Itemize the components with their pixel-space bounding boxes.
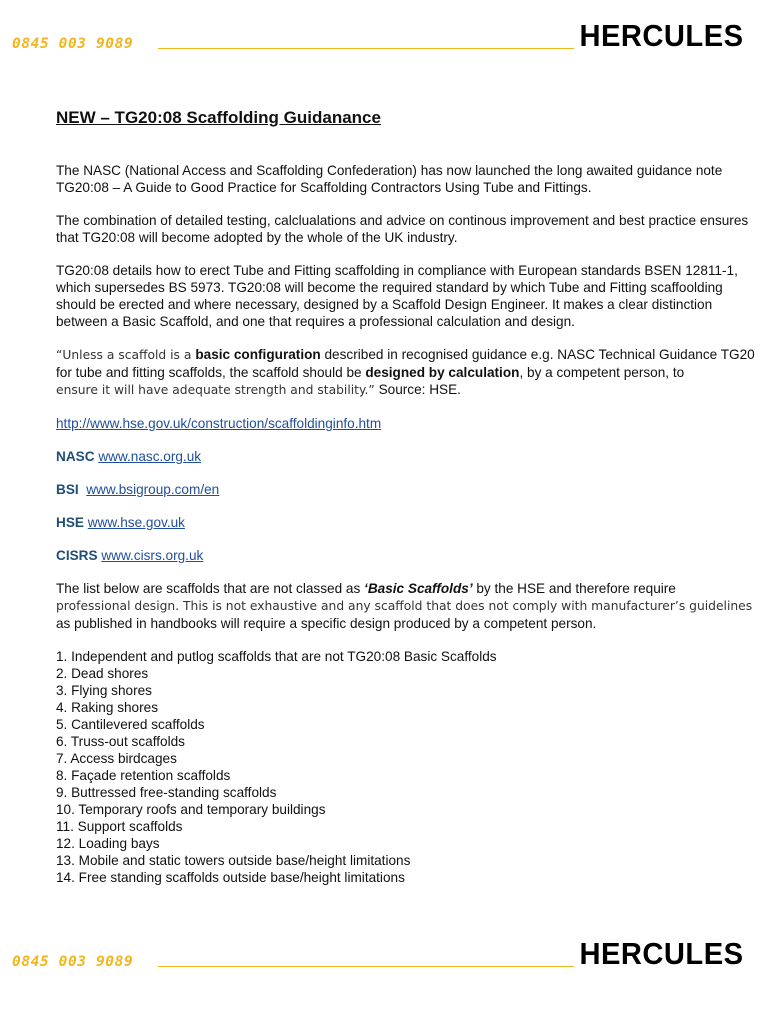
footer-band [12, 934, 744, 976]
hse-quote [56, 346, 756, 399]
cisrs-link[interactable]: www.cisrs.org.uk [101, 548, 204, 563]
header-brand-logo: HERCULES [579, 18, 744, 53]
page-title: NEW – TG20:08 Scaffolding Guidanance [56, 108, 381, 127]
hse-link-row [56, 415, 756, 432]
list-intro-basic-scaffolds: ‘Basic Scaffolds’ [364, 581, 473, 596]
details-paragraph: TG20:08 details how to erect Tube and Fitting scaffolding in compliance with European standards BSEN 12811-1, which supersedes BS 5973. TG20:08 will become the required standard by which Tube and Fitting scaffoolding should be erected and where necessary, designed by a Scaffold Design Engineer. It makes a clear distinction between a Basic Scaffold, and one that requires a professional calculation and design. [56, 263, 738, 329]
intro-paragraph: The NASC (National Access and Scaffolding Confederation) has now launched the long awaited guidance note TG20:08 – A Guide to Good Practice for Scaffolding Contractors Using Tube and Fittings. [56, 163, 723, 195]
org-name: NASC [56, 449, 95, 464]
header-phone: 0845 003 9089 [12, 36, 134, 52]
nasc-link[interactable]: www.nasc.org.uk [98, 449, 202, 464]
list-item: 1. Independent and putlog scaffolds that are not TG20:08 Basic Scaffolds [56, 649, 497, 664]
document-body [56, 108, 756, 886]
list-item: 12. Loading bays [56, 836, 160, 851]
org-name: CISRS [56, 548, 98, 563]
bsi-link[interactable]: www.bsigroup.com/en [86, 482, 220, 497]
combination-paragraph: The combination of detailed testing, calclualations and advice on continous improvement and best practice ensures that TG20:08 will become adopted by the whole of the UK industry. [56, 213, 749, 245]
footer-brand-logo: HERCULES [579, 936, 744, 971]
list-intro [56, 580, 756, 632]
header-rule [158, 48, 574, 49]
org-name: BSI [56, 482, 79, 497]
quote-tail: ensure it will have adequate strength and stability.” [56, 383, 375, 397]
list-item: 4. Raking shores [56, 700, 159, 715]
list-item: 3. Flying shores [56, 683, 152, 698]
list-item: 9. Buttressed free-standing scaffolds [56, 785, 277, 800]
list-item: 10. Temporary roofs and temporary buildings [56, 802, 326, 817]
footer-rule [158, 966, 574, 967]
list-item: 8. Façade retention scaffolds [56, 768, 231, 783]
org-row-hse [56, 514, 756, 531]
org-name: HSE [56, 515, 84, 530]
quote-bold-designed: designed by calculation [365, 365, 520, 380]
list-intro-e: as published in handbooks will require a specific design produced by a competent person. [56, 616, 597, 631]
scaffold-list [56, 648, 756, 886]
quote-mid: described in recognised guidance e.g. NASC Technical Guidance TG20 for tube and fitting scaffolds, the scaffold should be [56, 347, 755, 380]
footer-phone: 0845 003 9089 [12, 954, 134, 970]
org-row-cisrs [56, 547, 756, 564]
hse-link[interactable]: www.hse.gov.uk [87, 515, 185, 530]
list-item: 13. Mobile and static towers outside base/height limitations [56, 853, 411, 868]
quote-lead: “Unless a scaffold is a [56, 348, 196, 362]
list-item: 14. Free standing scaffolds outside base/height limitations [56, 870, 405, 885]
header-band [12, 16, 744, 58]
org-row-nasc [56, 448, 756, 465]
list-item: 5. Cantilevered scaffolds [56, 717, 205, 732]
quote-source: Source: HSE. [374, 382, 461, 397]
quote-mid2: , by a competent person, to [519, 365, 685, 380]
list-item: 7. Access birdcages [56, 751, 177, 766]
org-row-bsi [56, 481, 756, 498]
list-item: 2. Dead shores [56, 666, 149, 681]
list-item: 6. Truss-out scaffolds [56, 734, 185, 749]
quote-bold-basic: basic configuration [195, 347, 321, 362]
list-intro-a: The list below are scaffolds that are not classed as [56, 581, 365, 596]
list-item: 11. Support scaffolds [56, 819, 183, 834]
hse-scaffolding-link[interactable]: http://www.hse.gov.uk/construction/scaffoldinginfo.htm [56, 416, 382, 431]
list-intro-d: professional design. This is not exhaustive and any scaffold that does not comply with manufacturer’s guidelines [56, 599, 753, 613]
list-intro-c: by the HSE and therefore require [472, 581, 676, 596]
